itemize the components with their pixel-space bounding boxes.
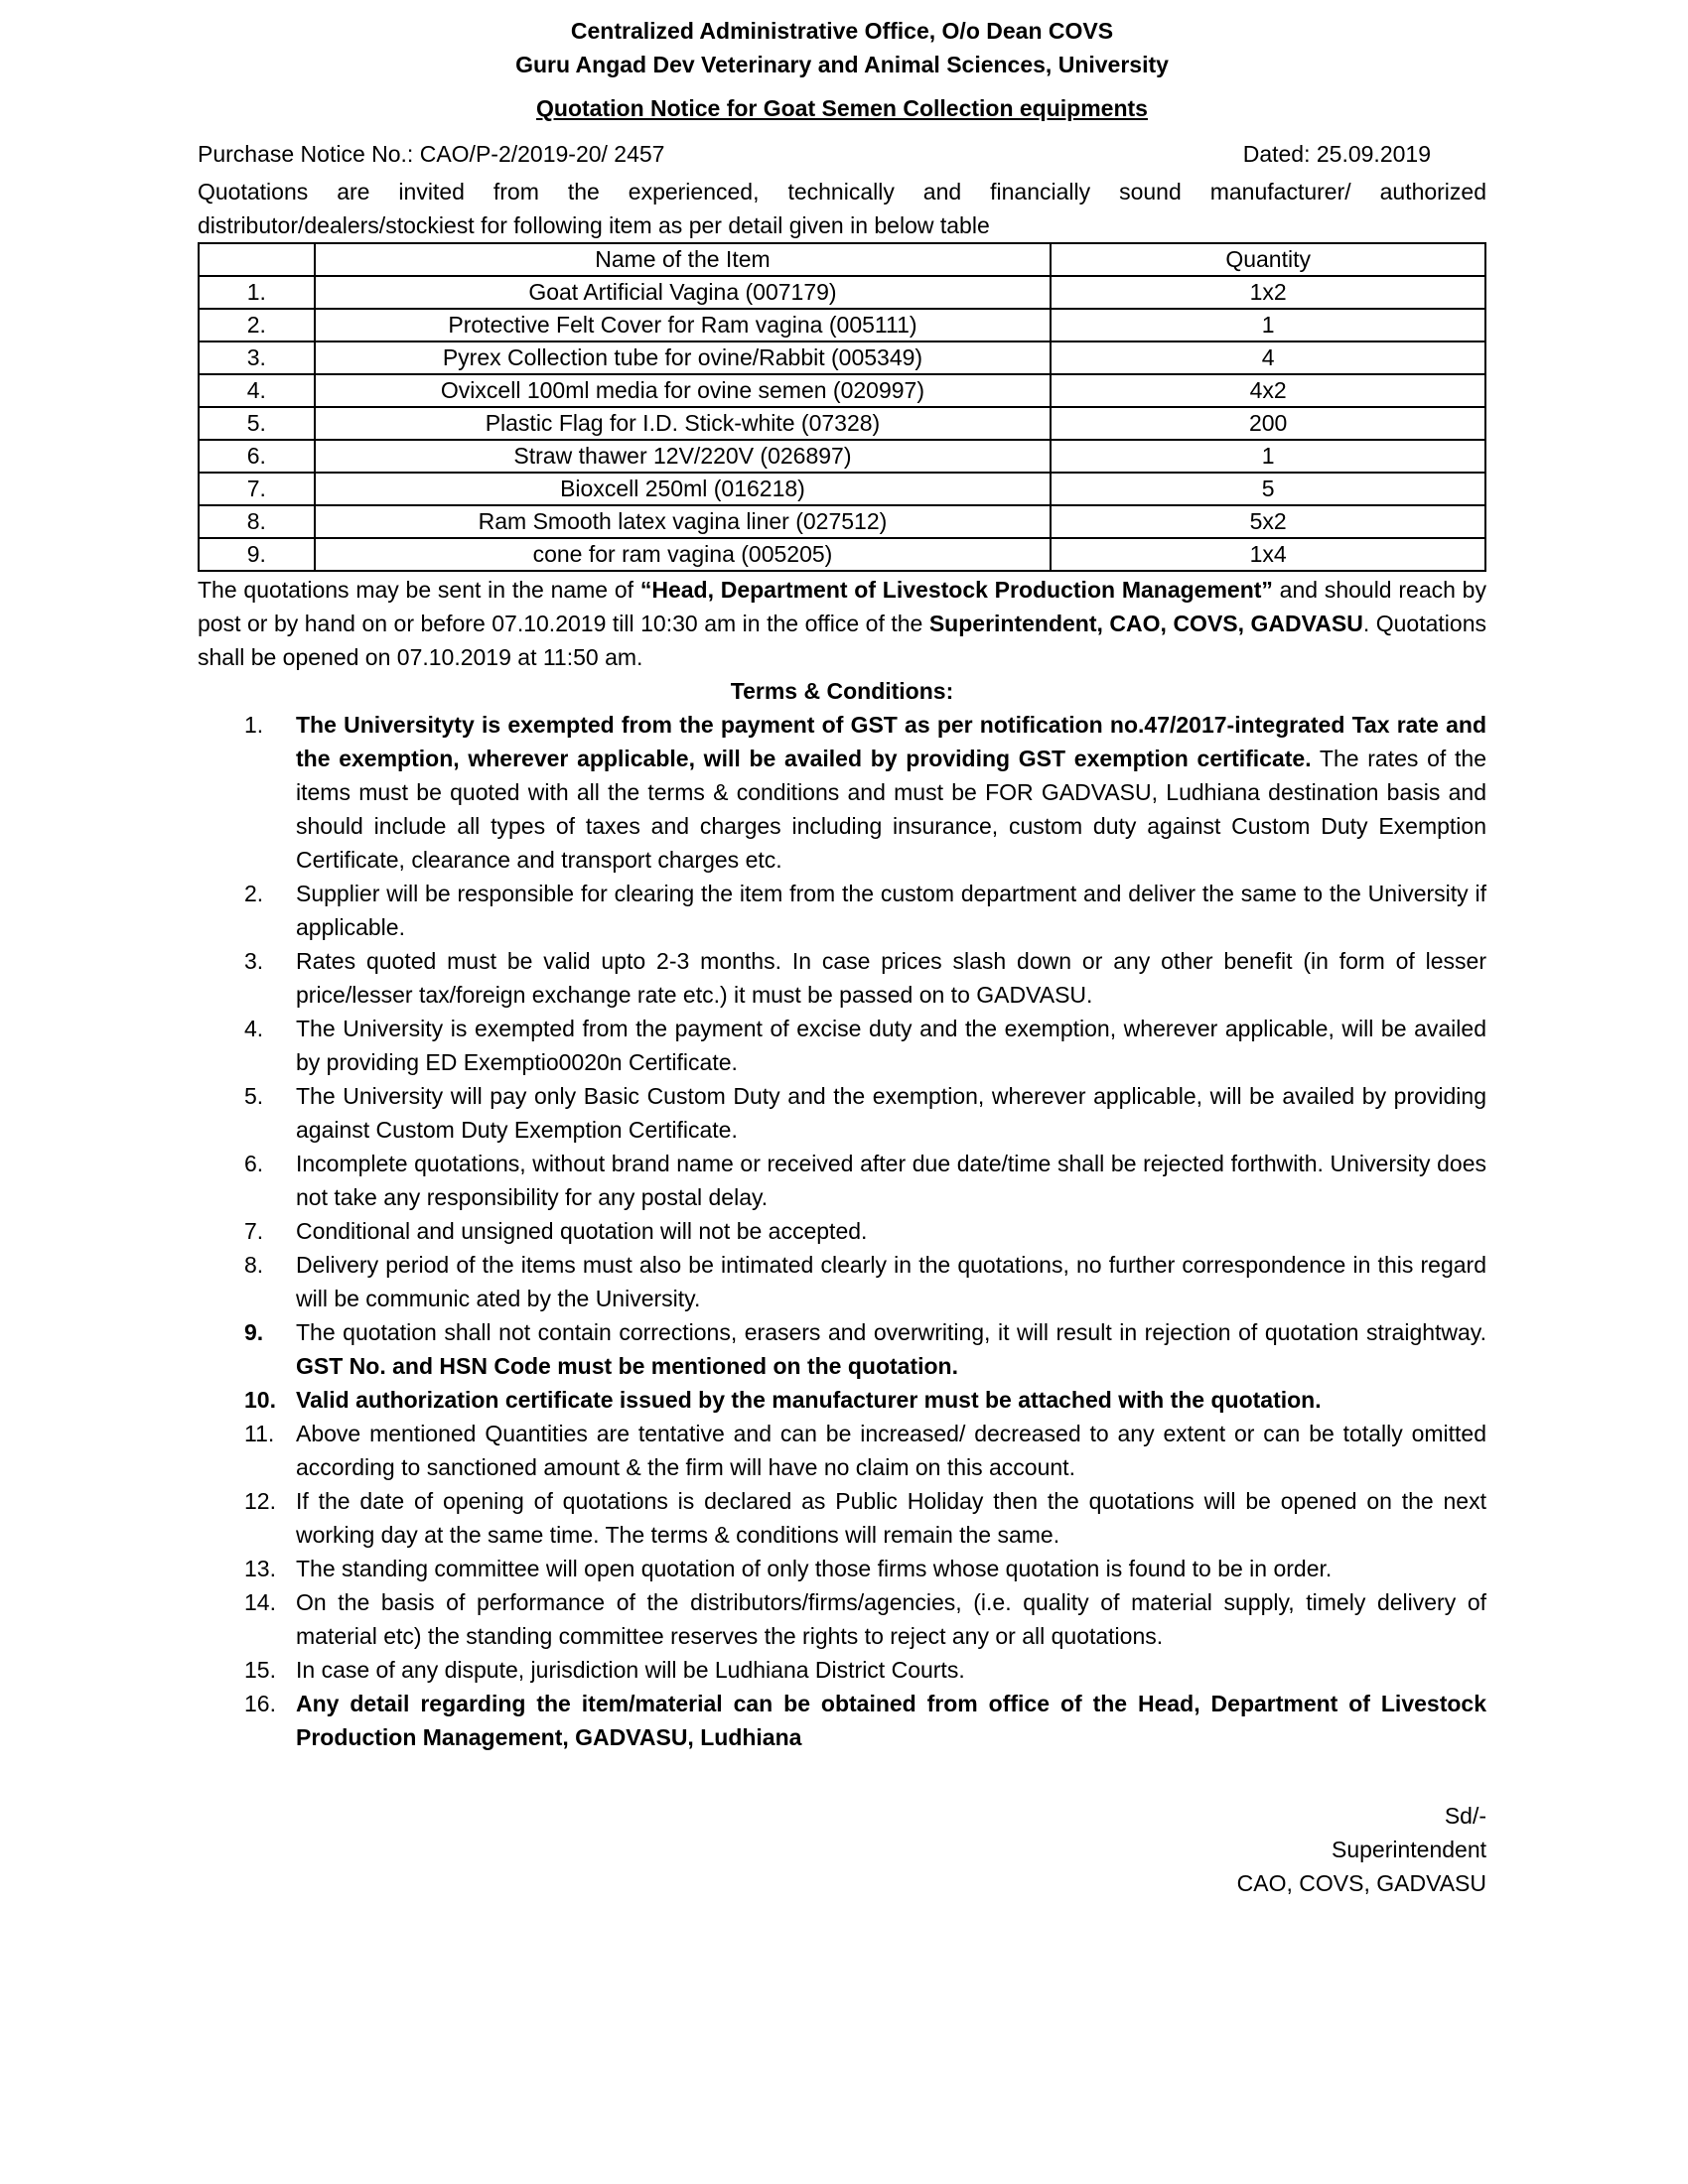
quantity-cell: 1x4 bbox=[1051, 538, 1485, 571]
header-quantity: Quantity bbox=[1051, 243, 1485, 276]
terms-title: Terms & Conditions: bbox=[730, 678, 954, 704]
terms-list bbox=[198, 708, 1486, 1754]
term-item: 13. The standing committee will open quotation of only those firms whose quotation is found to be in order. bbox=[244, 1556, 1333, 1581]
quantity-cell: 4x2 bbox=[1051, 374, 1485, 407]
item-cell: Protective Felt Cover for Ram vagina (005111) bbox=[315, 309, 1052, 341]
term-item: 4. The University is exempted from the payment of excise duty and the exemption, wherever applicable, will be availed by providing ED Exemptio0020n Certificate. bbox=[244, 1016, 1486, 1075]
term-item: 10. Valid authorization certificate issued by the manufacturer must be attached with the quotation. bbox=[244, 1387, 1322, 1413]
item-cell: Plastic Flag for I.D. Stick-white (07328) bbox=[315, 407, 1052, 440]
item-cell: Pyrex Collection tube for ovine/Rabbit (005349) bbox=[315, 341, 1052, 374]
addressee-name: “Head, Department of Livestock Production Management” bbox=[639, 577, 1273, 603]
item-cell: Bioxcell 250ml (016218) bbox=[315, 473, 1052, 505]
term-item: 2. Supplier will be responsible for clearing the item from the custom department and deliver the same to the University if applicable. bbox=[244, 881, 1486, 940]
document-page bbox=[198, 14, 1486, 1754]
intro-paragraph: Quotations are invited from the experienced, technically and financially sound manufacturer/ authorized distributor/dealers/stockiest for following item as per detail given in below table bbox=[198, 179, 1486, 238]
quantity-cell: 1 bbox=[1051, 309, 1485, 341]
table-row bbox=[199, 440, 1485, 473]
item-cell: Goat Artificial Vagina (007179) bbox=[315, 276, 1052, 309]
submission-office: Superintendent, CAO, COVS, GADVASU bbox=[928, 611, 1363, 636]
table-row bbox=[199, 276, 1485, 309]
table-row bbox=[199, 341, 1485, 374]
purchase-notice-number: Purchase Notice No.: CAO/P-2/2019-20/ 2457 bbox=[198, 141, 665, 167]
items-table bbox=[198, 242, 1486, 572]
term-item: 3. Rates quoted must be valid upto 2-3 months. In case prices slash down or any other benefit (in form of lesser price/lesser tax/foreign exchange rate etc.) it must be passed on to GADVASU. bbox=[244, 948, 1486, 1008]
signatory-office: CAO, COVS, GADVASU bbox=[1236, 1870, 1486, 1896]
quantity-cell: 5x2 bbox=[1051, 505, 1485, 538]
term-item: 1. The Universityty is exempted from the payment of GST as per notification no.47/2017-integrated Tax rate and the exemption, wherever applicable, will be availed by providing GST exemption certificate. The rates of the items must be quoted with all the terms & conditions and must be FOR GADVASU, Ludhiana destination basis and should include all types of taxes and charges including insurance, custom duty against Custom Duty Exemption Certificate, clearance and transport charges etc. bbox=[244, 712, 1486, 873]
signed-mark: Sd/- bbox=[1444, 1803, 1486, 1829]
notice-number-line bbox=[198, 137, 1486, 171]
signature-block bbox=[1192, 1799, 1486, 1900]
table-row bbox=[199, 407, 1485, 440]
term-item: 16. Any detail regarding the item/material can be obtained from office of the Head, Department of Livestock Production Management, GADVASU, Ludhiana bbox=[244, 1691, 1486, 1750]
term-item: 8. Delivery period of the items must also be intimated clearly in the quotations, no further correspondence in this regard will be communic ated by the University. bbox=[244, 1252, 1486, 1311]
table-row bbox=[199, 505, 1485, 538]
table-row bbox=[199, 538, 1485, 571]
term-item: 14. On the basis of performance of the distributors/firms/agencies, (i.e. quality of material supply, timely delivery of material etc) the standing committee reserves the rights to reject any or all quotations. bbox=[244, 1589, 1486, 1649]
header-serial bbox=[199, 243, 315, 276]
table-row bbox=[199, 473, 1485, 505]
quantity-cell: 200 bbox=[1051, 407, 1485, 440]
university-name: Guru Angad Dev Veterinary and Animal Sciences, University bbox=[515, 52, 1169, 77]
quantity-cell: 4 bbox=[1051, 341, 1485, 374]
term-item: 9. The quotation shall not contain corrections, erasers and overwriting, it will result in rejection of quotation straightway. GST No. and HSN Code must be mentioned on the quotation. bbox=[244, 1319, 1486, 1379]
table-row bbox=[199, 309, 1485, 341]
serial-cell: 9. bbox=[199, 538, 315, 571]
serial-cell: 6. bbox=[199, 440, 315, 473]
office-name: Centralized Administrative Office, O/o Dean COVS bbox=[570, 18, 1114, 44]
header-item-name: Name of the Item bbox=[315, 243, 1052, 276]
notice-subject: Quotation Notice for Goat Semen Collection equipments bbox=[536, 95, 1148, 121]
term-item: 12. If the date of opening of quotations is declared as Public Holiday then the quotations will be opened on the next working day at the same time. The terms & conditions will remain the same. bbox=[244, 1488, 1486, 1548]
quantity-cell: 5 bbox=[1051, 473, 1485, 505]
term-item: 7. Conditional and unsigned quotation will not be accepted. bbox=[244, 1218, 868, 1244]
table-header-row bbox=[199, 243, 1485, 276]
serial-cell: 4. bbox=[199, 374, 315, 407]
term-item: 15. In case of any dispute, jurisdiction will be Ludhiana District Courts. bbox=[244, 1657, 965, 1683]
item-cell: Ovixcell 100ml media for ovine semen (020997) bbox=[315, 374, 1052, 407]
term-item: 6. Incomplete quotations, without brand name or received after due date/time shall be rejected forthwith. University does not take any responsibility for any postal delay. bbox=[244, 1151, 1486, 1210]
term-item: 11. Above mentioned Quantities are tentative and can be increased/ decreased to any extent or can be totally omitted according to sanctioned amount & the firm will have no claim on this account. bbox=[244, 1421, 1486, 1480]
signatory-designation: Superintendent bbox=[1331, 1837, 1486, 1862]
quantity-cell: 1 bbox=[1051, 440, 1485, 473]
serial-cell: 5. bbox=[199, 407, 315, 440]
serial-cell: 1. bbox=[199, 276, 315, 309]
table-row bbox=[199, 374, 1485, 407]
term-item: 5. The University will pay only Basic Custom Duty and the exemption, wherever applicable, will be availed by providing against Custom Duty Exemption Certificate. bbox=[244, 1083, 1486, 1143]
item-cell: Straw thawer 12V/220V (026897) bbox=[315, 440, 1052, 473]
notice-date: Dated: 25.09.2019 bbox=[1242, 141, 1431, 167]
serial-cell: 2. bbox=[199, 309, 315, 341]
submission-paragraph: The quotations may be sent in the name of “Head, Department of Livestock Production Management” and should reach by post or by hand on or before 07.10.2019 till 10:30 am in the office of the Superintendent, CAO, COVS, GADVASU. Quotations shall be opened on 07.10.2019 at 11:50 am. bbox=[198, 577, 1486, 670]
serial-cell: 7. bbox=[199, 473, 315, 505]
item-cell: Ram Smooth latex vagina liner (027512) bbox=[315, 505, 1052, 538]
serial-cell: 8. bbox=[199, 505, 315, 538]
serial-cell: 3. bbox=[199, 341, 315, 374]
item-cell: cone for ram vagina (005205) bbox=[315, 538, 1052, 571]
quantity-cell: 1x2 bbox=[1051, 276, 1485, 309]
